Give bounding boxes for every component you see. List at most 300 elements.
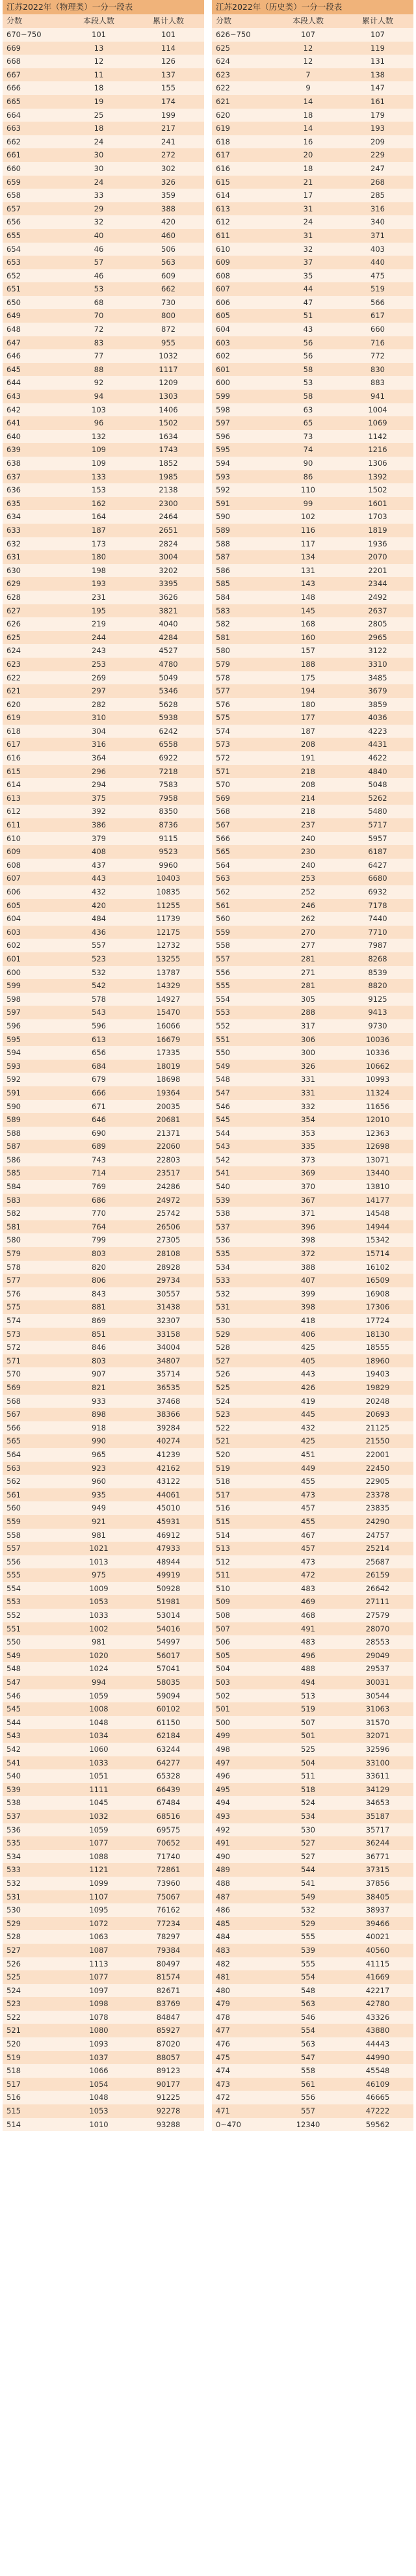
table-row <box>212 269 413 283</box>
cumulative-count-cell: 8736 <box>159 820 178 830</box>
score-cell: 515 <box>216 1516 230 1526</box>
cumulative-count-cell: 5346 <box>159 686 178 696</box>
table-row <box>3 1006 204 1019</box>
table-row <box>3 1850 204 1864</box>
table-row <box>3 1997 204 2011</box>
table-row <box>212 1555 413 1569</box>
score-cell: 604 <box>216 325 230 334</box>
table-row <box>3 1314 204 1328</box>
segment-count-cell: 305 <box>301 994 315 1004</box>
table-row <box>3 778 204 792</box>
score-cell: 619 <box>216 124 230 133</box>
table-row <box>212 243 413 256</box>
table-row <box>212 1006 413 1019</box>
score-cell: 646 <box>6 351 21 361</box>
table-row <box>212 805 413 818</box>
table-row <box>212 497 413 511</box>
cumulative-count-cell: 44061 <box>156 1490 181 1499</box>
score-cell: 516 <box>216 1503 230 1513</box>
segment-count-cell: 398 <box>301 1235 315 1245</box>
score-cell: 647 <box>6 338 21 347</box>
cumulative-count-cell: 54016 <box>156 1624 181 1633</box>
table-row <box>212 510 413 524</box>
segment-count-cell: 432 <box>301 1423 315 1432</box>
table-row <box>3 765 204 779</box>
score-cell: 565 <box>216 847 230 857</box>
table-row <box>3 818 204 832</box>
segment-count-cell: 539 <box>301 1945 315 1955</box>
cumulative-count-cell: 4431 <box>368 740 387 749</box>
score-cell: 569 <box>6 1382 21 1392</box>
segment-count-cell: 405 <box>301 1356 315 1365</box>
cumulative-count-cell: 32307 <box>156 1316 181 1325</box>
score-cell: 580 <box>6 1235 21 1245</box>
table-row <box>212 1140 413 1153</box>
table-row <box>212 296 413 310</box>
table-row <box>3 497 204 511</box>
score-cell: 617 <box>6 740 21 749</box>
cumulative-count-cell: 101 <box>161 30 176 39</box>
score-cell: 610 <box>216 244 230 254</box>
score-cell: 515 <box>6 2106 21 2116</box>
segment-count-cell: 94 <box>94 392 104 401</box>
segment-count-cell: 990 <box>92 1436 106 1446</box>
cumulative-count-cell: 21125 <box>365 1423 390 1432</box>
table-row <box>212 1153 413 1167</box>
segment-count-cell: 31 <box>303 204 313 213</box>
segment-count-cell: 525 <box>301 1745 315 1754</box>
cumulative-count-cell: 20681 <box>156 1115 181 1125</box>
cumulative-count-cell: 22905 <box>365 1477 390 1486</box>
segment-count-cell: 187 <box>92 525 106 535</box>
segment-count-cell: 524 <box>301 1798 315 1808</box>
score-cell: 517 <box>216 1490 230 1499</box>
segment-count-cell: 188 <box>301 659 315 669</box>
cumulative-count-cell: 1406 <box>159 405 178 414</box>
score-cell: 597 <box>216 418 230 428</box>
cumulative-count-cell: 5262 <box>368 793 387 803</box>
cumulative-count-cell: 36244 <box>365 1838 390 1848</box>
cumulative-count-cell: 1703 <box>368 512 387 522</box>
header-segment-count: 本段人数 <box>292 16 324 25</box>
score-cell: 620 <box>6 699 21 709</box>
cumulative-count-cell: 90177 <box>156 2079 181 2089</box>
segment-count-cell: 918 <box>92 1423 106 1432</box>
segment-count-cell: 488 <box>301 1664 315 1674</box>
table-row <box>3 1287 204 1301</box>
table-row <box>212 390 413 403</box>
score-cell: 578 <box>6 1262 21 1272</box>
table-row <box>3 1810 204 1823</box>
table-row <box>3 109 204 122</box>
score-cell: 651 <box>6 284 21 294</box>
score-cell: 549 <box>216 1061 230 1071</box>
segment-count-cell: 544 <box>301 1865 315 1875</box>
segment-count-cell: 195 <box>92 606 106 615</box>
segment-count-cell: 563 <box>301 1999 315 2009</box>
score-cell: 650 <box>6 297 21 307</box>
table-row <box>212 1060 413 1073</box>
table-row <box>3 349 204 363</box>
cumulative-count-cell: 3310 <box>368 659 387 669</box>
cumulative-count-cell: 16066 <box>156 1021 181 1030</box>
score-cell: 480 <box>216 1985 230 1995</box>
table-row <box>3 537 204 551</box>
segment-count-cell: 1088 <box>89 1851 109 1861</box>
table-row <box>212 202 413 216</box>
physics-table-body <box>3 28 204 2131</box>
segment-count-cell: 191 <box>301 753 315 763</box>
segment-count-cell: 666 <box>92 1088 106 1097</box>
cumulative-count-cell: 31570 <box>365 1717 390 1727</box>
segment-count-cell: 504 <box>301 1758 315 1767</box>
cumulative-count-cell: 49919 <box>156 1570 181 1580</box>
table-row <box>3 845 204 859</box>
table-row <box>212 1676 413 1689</box>
segment-count-cell: 46 <box>94 244 104 254</box>
cumulative-count-cell: 316 <box>370 204 385 213</box>
table-row <box>212 1796 413 1810</box>
segment-count-cell: 1037 <box>89 2052 109 2062</box>
table-row <box>3 684 204 698</box>
cumulative-count-cell: 660 <box>370 325 385 334</box>
table-row <box>3 725 204 738</box>
table-row <box>3 1354 204 1368</box>
table-row <box>3 215 204 229</box>
segment-count-cell: 83 <box>94 338 104 347</box>
segment-count-cell: 240 <box>301 860 315 870</box>
table-row <box>3 966 204 980</box>
segment-count-cell: 396 <box>301 1222 315 1231</box>
table-row <box>3 1529 204 1542</box>
table-row <box>212 1970 413 1984</box>
cumulative-count-cell: 21371 <box>156 1128 181 1138</box>
cumulative-count-cell: 420 <box>161 217 176 227</box>
score-cell: 493 <box>216 1811 230 1821</box>
table-row <box>3 1462 204 1475</box>
segment-count-cell: 173 <box>92 539 106 548</box>
table-row <box>212 1957 413 1971</box>
score-cell: 616 <box>216 163 230 173</box>
score-cell: 593 <box>6 1061 21 1071</box>
score-cell: 559 <box>6 1516 21 1526</box>
score-cell: 588 <box>6 1128 21 1138</box>
score-cell: 605 <box>216 311 230 321</box>
table-row <box>3 1756 204 1770</box>
cumulative-count-cell: 46665 <box>365 2093 390 2102</box>
cumulative-count-cell: 955 <box>161 338 176 347</box>
cumulative-count-cell: 2138 <box>159 485 178 495</box>
table-row <box>3 2011 204 2024</box>
cumulative-count-cell: 28070 <box>365 1624 390 1633</box>
table-row <box>3 457 204 470</box>
cumulative-count-cell: 566 <box>370 297 385 307</box>
cumulative-count-cell: 23835 <box>365 1503 390 1513</box>
cumulative-count-cell: 440 <box>370 258 385 267</box>
table-row <box>3 1488 204 1502</box>
score-cell: 514 <box>216 1530 230 1540</box>
table-row <box>3 336 204 350</box>
score-cell: 526 <box>6 1959 21 1968</box>
table-row <box>3 805 204 818</box>
cumulative-count-cell: 179 <box>370 110 385 120</box>
cumulative-count-cell: 9125 <box>368 994 387 1004</box>
cumulative-count-cell: 88057 <box>156 2052 181 2062</box>
table-row <box>212 1207 413 1220</box>
table-row <box>3 1783 204 1797</box>
score-cell: 570 <box>216 780 230 790</box>
segment-count-cell: 425 <box>301 1343 315 1352</box>
cumulative-count-cell: 26159 <box>365 1570 390 1580</box>
cumulative-count-cell: 340 <box>370 217 385 227</box>
segment-count-cell: 769 <box>92 1182 106 1192</box>
score-cell: 509 <box>216 1597 230 1607</box>
table-row <box>3 832 204 846</box>
table-row <box>3 309 204 323</box>
cumulative-count-cell: 34004 <box>156 1343 181 1352</box>
cumulative-count-cell: 285 <box>370 191 385 200</box>
score-cell: 663 <box>6 124 21 133</box>
table-row <box>3 1274 204 1287</box>
score-cell: 605 <box>6 900 21 910</box>
table-row <box>212 309 413 323</box>
table-row <box>3 403 204 417</box>
score-cell: 598 <box>216 405 230 414</box>
table-row <box>3 1060 204 1073</box>
table-row <box>212 698 413 712</box>
segment-count-cell: 981 <box>92 1530 106 1540</box>
score-cell: 631 <box>6 552 21 562</box>
cumulative-count-cell: 7987 <box>368 941 387 950</box>
cumulative-count-cell: 883 <box>370 378 385 388</box>
cumulative-count-cell: 371 <box>370 230 385 240</box>
score-cell: 476 <box>216 2039 230 2049</box>
score-cell: 544 <box>216 1128 230 1138</box>
cumulative-count-cell: 54997 <box>156 1637 181 1647</box>
table-row <box>212 2024 413 2037</box>
segment-count-cell: 408 <box>92 847 106 857</box>
segment-count-cell: 370 <box>301 1182 315 1192</box>
table-row <box>3 470 204 484</box>
segment-count-cell: 684 <box>92 1061 106 1071</box>
table-row <box>212 966 413 980</box>
table-row <box>3 1180 204 1194</box>
cumulative-count-cell: 41115 <box>365 1959 390 1968</box>
cumulative-count-cell: 47933 <box>156 1544 181 1553</box>
score-cell: 568 <box>6 1396 21 1406</box>
segment-count-cell: 56 <box>303 338 313 347</box>
cumulative-count-cell: 21550 <box>365 1436 390 1446</box>
segment-count-cell: 237 <box>301 820 315 830</box>
score-cell: 519 <box>216 1463 230 1473</box>
table-row <box>3 176 204 189</box>
score-cell: 583 <box>6 1195 21 1205</box>
score-cell: 627 <box>6 606 21 615</box>
cumulative-count-cell: 16908 <box>365 1289 390 1298</box>
table-row <box>212 845 413 859</box>
cumulative-count-cell: 9115 <box>159 833 178 843</box>
score-cell: 568 <box>216 807 230 816</box>
score-cell: 547 <box>216 1088 230 1097</box>
table-row <box>3 2091 204 2104</box>
table-row <box>3 979 204 993</box>
segment-count-cell: 1059 <box>89 1691 109 1700</box>
score-cell: 565 <box>6 1436 21 1446</box>
cumulative-count-cell: 85927 <box>156 2026 181 2035</box>
cumulative-count-cell: 1985 <box>159 472 178 481</box>
segment-count-cell: 473 <box>301 1557 315 1566</box>
cumulative-count-cell: 199 <box>161 110 176 120</box>
cumulative-count-cell: 39284 <box>156 1423 181 1432</box>
table-row <box>212 1810 413 1823</box>
score-cell: 522 <box>216 1423 230 1432</box>
table-row <box>212 1287 413 1301</box>
score-cell: 594 <box>216 459 230 468</box>
segment-count-cell: 803 <box>92 1356 106 1365</box>
segment-count-cell: 18 <box>94 124 104 133</box>
cumulative-count-cell: 12175 <box>156 927 181 937</box>
table-row <box>3 2104 204 2118</box>
score-cell: 587 <box>6 1142 21 1151</box>
score-cell: 488 <box>216 1878 230 1888</box>
table-row <box>3 952 204 966</box>
segment-count-cell: 407 <box>301 1276 315 1285</box>
table-row <box>212 1127 413 1140</box>
table-row <box>3 1970 204 1984</box>
table-row <box>212 2037 413 2051</box>
segment-count-cell: 981 <box>92 1637 106 1647</box>
segment-count-cell: 70 <box>94 311 104 321</box>
segment-count-cell: 51 <box>303 311 313 321</box>
segment-count-cell: 252 <box>301 887 315 896</box>
cumulative-count-cell: 2824 <box>159 539 178 548</box>
segment-count-cell: 1024 <box>89 1664 109 1674</box>
segment-count-cell: 443 <box>92 874 106 883</box>
segment-count-cell: 468 <box>301 1611 315 1620</box>
score-cell: 554 <box>6 1583 21 1593</box>
score-cell: 482 <box>216 1959 230 1968</box>
score-cell: 530 <box>6 1905 21 1915</box>
table-row <box>3 859 204 872</box>
table-row <box>212 1046 413 1060</box>
cumulative-count-cell: 4780 <box>159 659 178 669</box>
header-cumulative-count: 累计人数 <box>152 16 184 25</box>
segment-count-cell: 175 <box>301 673 315 682</box>
segment-count-cell: 88 <box>94 364 104 374</box>
score-cell: 621 <box>6 686 21 696</box>
cumulative-count-cell: 28108 <box>156 1249 181 1259</box>
segment-count-cell: 1078 <box>89 2012 109 2022</box>
segment-count-cell: 12 <box>303 43 313 53</box>
segment-count-cell: 1048 <box>89 2093 109 2102</box>
table-row <box>212 912 413 926</box>
cumulative-count-cell: 941 <box>370 392 385 401</box>
table-row <box>212 1662 413 1676</box>
segment-count-cell: 262 <box>301 914 315 924</box>
cumulative-count-cell: 20693 <box>365 1410 390 1419</box>
score-cell: 560 <box>216 914 230 924</box>
score-cell: 620 <box>216 110 230 120</box>
segment-count-cell: 455 <box>301 1516 315 1526</box>
cumulative-count-cell: 2464 <box>159 512 178 522</box>
table-row <box>212 1166 413 1180</box>
segment-count-cell: 373 <box>301 1155 315 1164</box>
segment-count-cell: 1077 <box>89 1972 109 1982</box>
score-cell: 523 <box>6 1999 21 2009</box>
table-row <box>3 1676 204 1689</box>
segment-count-cell: 18 <box>303 110 313 120</box>
score-cell: 524 <box>6 1985 21 1995</box>
segment-count-cell: 208 <box>301 740 315 749</box>
segment-count-cell: 843 <box>92 1289 106 1298</box>
score-cell: 552 <box>216 1021 230 1030</box>
cumulative-count-cell: 506 <box>161 244 176 254</box>
segment-count-cell: 1054 <box>89 2079 109 2089</box>
cumulative-count-cell: 5957 <box>368 833 387 843</box>
table-row <box>212 1609 413 1622</box>
segment-count-cell: 90 <box>303 459 313 468</box>
cumulative-count-cell: 20035 <box>156 1101 181 1111</box>
table-row <box>3 671 204 685</box>
table-row <box>3 912 204 926</box>
score-cell: 551 <box>216 1034 230 1044</box>
score-cell: 610 <box>6 833 21 843</box>
table-row <box>3 1568 204 1582</box>
segment-count-cell: 513 <box>301 1691 315 1700</box>
score-cell: 543 <box>216 1142 230 1151</box>
table-row <box>3 1769 204 1783</box>
table-row <box>212 537 413 551</box>
segment-count-cell: 846 <box>92 1343 106 1352</box>
segment-count-cell: 30 <box>94 163 104 173</box>
cumulative-count-cell: 1117 <box>159 364 178 374</box>
score-cell: 506 <box>216 1637 230 1647</box>
segment-count-cell: 425 <box>301 1436 315 1446</box>
score-cell: 585 <box>6 1168 21 1178</box>
table-row <box>212 1247 413 1261</box>
score-cell: 540 <box>216 1182 230 1192</box>
cumulative-count-cell: 2805 <box>368 619 387 629</box>
cumulative-count-cell: 12010 <box>365 1115 390 1125</box>
score-cell: 619 <box>6 713 21 723</box>
table-row <box>3 1609 204 1622</box>
table-row <box>212 376 413 390</box>
score-cell: 590 <box>6 1101 21 1111</box>
segment-count-cell: 44 <box>303 284 313 294</box>
segment-count-cell: 949 <box>92 1503 106 1513</box>
segment-count-cell: 332 <box>301 1101 315 1111</box>
table-row <box>212 1220 413 1234</box>
segment-count-cell: 546 <box>301 2012 315 2022</box>
table-row <box>212 617 413 631</box>
cumulative-count-cell: 1502 <box>159 418 178 428</box>
cumulative-count-cell: 44990 <box>365 2052 390 2062</box>
table-row <box>212 2104 413 2118</box>
segment-count-cell: 19 <box>94 96 104 106</box>
table-row <box>3 390 204 403</box>
segment-count-cell: 18 <box>303 163 313 173</box>
segment-count-cell: 549 <box>301 1892 315 1901</box>
table-row <box>3 658 204 671</box>
table-row <box>212 229 413 243</box>
table-row <box>212 1582 413 1596</box>
segment-count-cell: 1013 <box>89 1557 109 1566</box>
segment-count-cell: 898 <box>92 1410 106 1419</box>
segment-count-cell: 32 <box>94 217 104 227</box>
score-cell: 537 <box>216 1222 230 1231</box>
segment-count-cell: 686 <box>92 1195 106 1205</box>
cumulative-count-cell: 87020 <box>156 2039 181 2049</box>
